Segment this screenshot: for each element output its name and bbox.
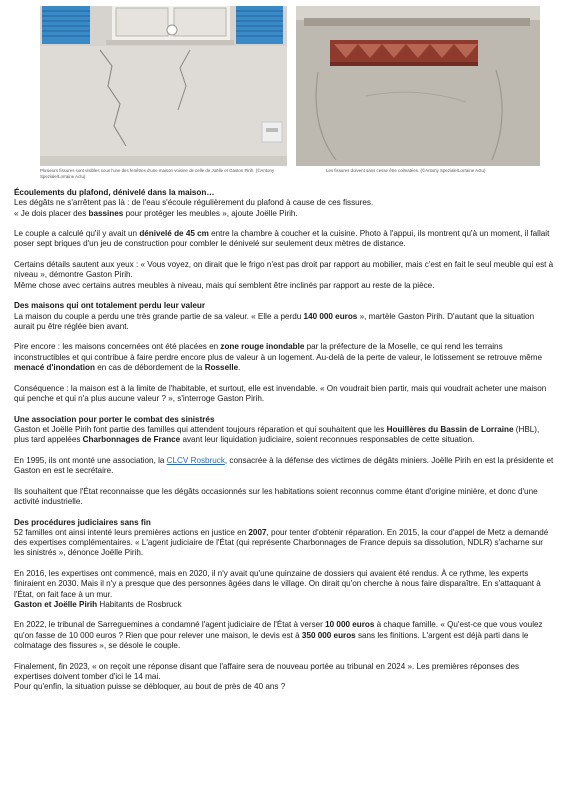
quote-author: Gaston et Joëlle Pirih Habitants de Rosbruck <box>14 599 182 609</box>
quote-paragraph: En 2016, les expertises ont commencé, mais en 2020, il n'y avait qu'une quinzaine de dossiers qui avaient été rendus. À ce rythme, les experts finiraient en 2030. Mais il n'y a presque que des personnes âgées dans le village. On dirait qu'on cherche à nous faire disparaître. En s'attaquant à l'État, on fait face à un mur. <box>14 568 541 599</box>
photo-row <box>0 6 564 182</box>
paragraph: Le couple a calculé qu'il y avait un dénivelé de 45 cm entre la chambre à coucher et la cuisine. Photo à l'appui, ils montrent qu'à un moment, il fallait poser sept briques d'un jeu de construction pour combler le dénivelé sur seulement deux mètres de distance. <box>14 229 550 249</box>
paragraph: Finalement, fin 2023, « on reçoit une réponse disant que l'affaire sera de nouveau portée au tribunal en 2024 ». Les premières réponses des expertises doivent tomber d'ici le 14 mai. <box>14 661 520 681</box>
section-heading-valeur: Des maisons qui ont totalement perdu leur valeur <box>14 301 205 311</box>
section-heading-ecoulements: Écoulements du plafond, dénivelé dans la maison… <box>14 188 215 197</box>
paragraph: Gaston et Joëlle Pirih font partie des familles qui attendent toujours réparation et qui souhaitent que les Houillères du Bassin de Lorraine (HBL), plus tard appelées Charbonnages de France avant leur liquidation judiciaire, soient reconnues responsables de cette situation. <box>14 424 540 445</box>
section-heading-procedures: Des procédures judiciaires sans fin <box>14 517 151 527</box>
photo-window-box-image <box>296 6 540 166</box>
paragraph: « Je dois placer des bassines pour protéger les meubles », ajoute Joëlle Pirih. <box>14 208 298 218</box>
photo-caption-left: Plusieurs fissures sont visibles sous l'une des fenêtres d'une maison voisine de celle de Joëlle et Gaston Pirih. (©Antony Speziale/Lorraine Actu) <box>40 168 275 179</box>
photo-window-box <box>296 6 540 166</box>
photo-caption-right: Les fissures doivent sans cesse être colmatées. (©Antony Speziale/Lorraine Actu) <box>326 168 486 173</box>
paragraph: Ils souhaitent que l'État reconnaisse que les dégâts occasionnés sur les habitations soient reconnus comme étant d'origine minière, et donc d'une activité industrielle. <box>14 486 538 506</box>
paragraph: En 1995, ils ont monté une association, la CLCV Rosbruck, consacrée à la défense des victimes de dégâts miniers. Joëlle Pirih en est la présidente et Gaston en est le secrétaire. <box>14 455 554 476</box>
paragraph: Conséquence : la maison est à la limite de l'habitable, et surtout, elle est invendable. « On voudrait bien partir, mais qui voudrait acheter une maison qui penche et qui n'a plus aucune valeur ? », s'interroge Gaston Pirih. <box>14 383 547 403</box>
paragraph: 52 familles ont ainsi intenté leurs premières actions en justice en 2007, pour tenter d'obtenir réparation. En 2015, la cour d'appel de Metz a demandé des expertises complémentaires. « L'agent judiciaire de l'État (qui représente Charbonnages de France depuis sa dissolution, NDLR) s'acharne sur les sinistrés », dénonce Joëlle Pirih. <box>14 527 549 558</box>
paragraph: Pire encore : les maisons concernées ont été placées en zone rouge inondable par la préfecture de la Moselle, ce qui rend les terrains inconstructibles et qui contribue à faire perdre encore plus de valeur à un logement. Au-delà de la perte de valeur, le lotissement se retrouve même menacé d'inondation en cas de débordement de la Rosselle. <box>14 342 542 373</box>
paragraph: Pour qu'enfin, la situation puisse se débloquer, au bout de près de 40 ans ? <box>14 682 286 692</box>
section-heading-association: Une association pour porter le combat des sinistrés <box>14 414 215 424</box>
photo-house-windows-image <box>40 6 287 166</box>
paragraph: Même chose avec certains autres meubles à niveau, mais qui semblent être inclinés par rapport au reste de la pièce. <box>14 280 435 290</box>
article-body <box>14 188 554 703</box>
paragraph: Les dégâts ne s'arrêtent pas là : de l'eau s'écoule régulièrement du plafond à cause de ces fissures. <box>14 198 374 208</box>
paragraph: La maison du couple a perdu une très grande partie de sa valeur. « Elle a perdu 140 000 euros », martèle Gaston Pirih. D'autant que la situation aurait pu être réglée bien avant. <box>14 311 535 331</box>
paragraph: Certains détails sautent aux yeux : « Vous voyez, on dirait que le frigo n'est pas droit par rapport au mobilier, mais c'est en fait le seul meuble qui est à niveau », démontre Gaston Pirih. <box>14 260 554 280</box>
paragraph: En 2022, le tribunal de Sarreguemines a condamné l'agent judiciaire de l'État à verser 10 000 euros à chaque famille. « Qu'est-ce que vous voulez qu'on fasse de 10 000 euros ? Rien que pour relever une maison, le devis est à 350 000 euros sans les finitions. L'argent est déjà parti dans le colmatage des fissures », se désole le couple. <box>14 620 543 651</box>
clcv-rosbruck-link[interactable]: CLCV Rosbruck <box>166 455 225 465</box>
photo-house-windows <box>40 6 287 166</box>
